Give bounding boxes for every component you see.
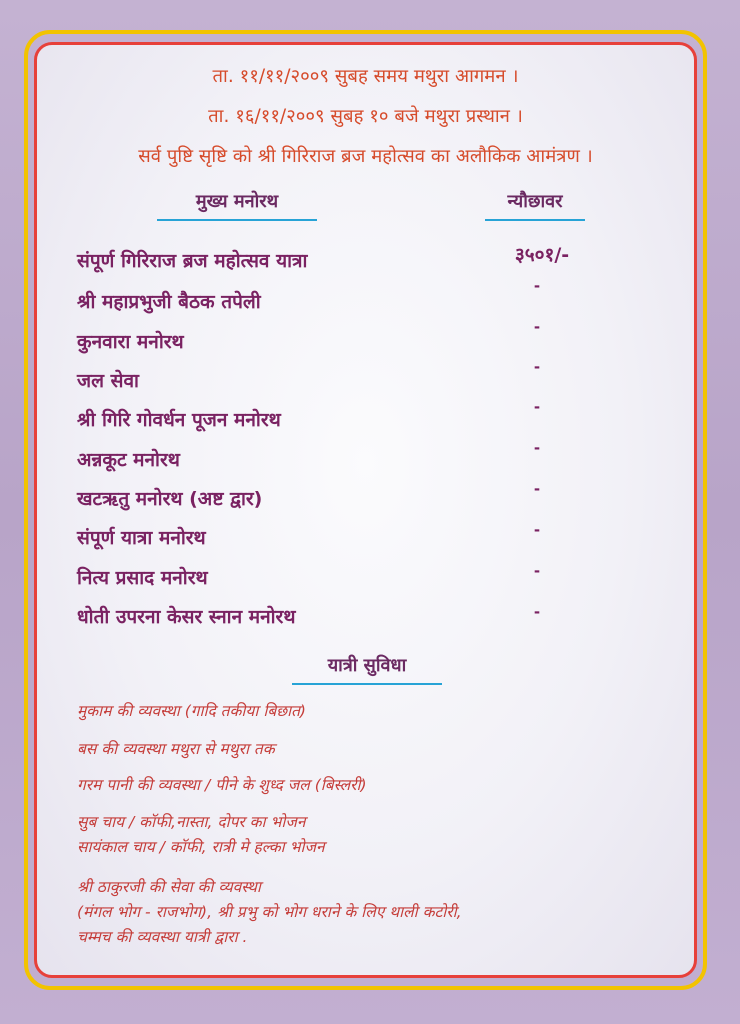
facility-line: मुकाम की व्यवस्था (गादि तकीया बिछात): [77, 702, 306, 720]
invitation-line: सर्व पुष्टि सृष्टि को श्री गिरिराज ब्रज महोत्सव का अलौकिक आमंत्रण ।: [138, 146, 593, 167]
manorath-value: -: [533, 277, 541, 295]
manorath-value: -: [533, 603, 541, 621]
facility-line: सायंकाल चाय / कॉफी, रात्री मे हल्का भोजन: [77, 838, 325, 856]
manorath-item: श्री महाप्रभुजी बैठक तपेली: [77, 291, 261, 313]
manorath-value: -: [533, 398, 541, 416]
manorath-item: खटऋतु मनोरथ (अष्ट द्वार): [77, 488, 263, 510]
arrival-line: ता. ११/११/२००९ सुबह समय मथुरा आगमन ।: [212, 66, 519, 87]
manorath-value: -: [533, 480, 541, 498]
facility-line: चम्मच की व्यवस्था यात्री द्वारा .: [77, 928, 248, 946]
manorath-item: नित्य प्रसाद मनोरथ: [77, 567, 208, 589]
invitation-card: [34, 42, 697, 978]
facility-line: गरम पानी की व्यवस्था / पीने के शुध्द जल (बिस्लरी): [77, 776, 367, 794]
facility-line: श्री ठाकुरजी की सेवा की व्यवस्था: [77, 878, 261, 896]
nyochhavar-heading: न्यौछावर: [485, 189, 585, 221]
manorath-value: -: [533, 521, 541, 539]
manorath-item: संपूर्ण यात्रा मनोरथ: [77, 527, 206, 549]
facilities-heading: यात्री सुविधा: [292, 653, 442, 685]
manorath-item: अन्नकूट मनोरथ: [77, 449, 180, 471]
manorath-item: धोती उपरना केसर स्नान मनोरथ: [77, 606, 296, 628]
manorath-value: -: [533, 358, 541, 376]
manorath-value: -: [533, 318, 541, 336]
manorath-item: संपूर्ण गिरिराज ब्रज महोत्सव यात्रा: [77, 250, 308, 272]
facility-line: बस की व्यवस्था मथुरा से मथुरा तक: [77, 740, 275, 758]
manorath-item: जल सेवा: [77, 370, 139, 392]
manorath-value: -: [533, 439, 541, 457]
facility-line: सुब चाय / कॉफी,नास्ता, दोपर का भोजन: [77, 813, 306, 831]
manorath-item: कुनवारा मनोरथ: [77, 331, 184, 353]
manorath-item: श्री गिरि गोवर्धन पूजन मनोरथ: [77, 409, 281, 431]
facility-line: (मंगल भोग - राजभोग), श्री प्रभु को भोग धराने के लिए थाली कटोरी,: [77, 903, 462, 921]
main-manorath-heading: मुख्य मनोरथ: [157, 189, 317, 221]
manorath-value: ३५०१/-: [514, 244, 570, 266]
departure-line: ता. १६/११/२००९ सुबह १० बजे मथुरा प्रस्थान ।: [208, 106, 523, 127]
manorath-value: -: [533, 562, 541, 580]
